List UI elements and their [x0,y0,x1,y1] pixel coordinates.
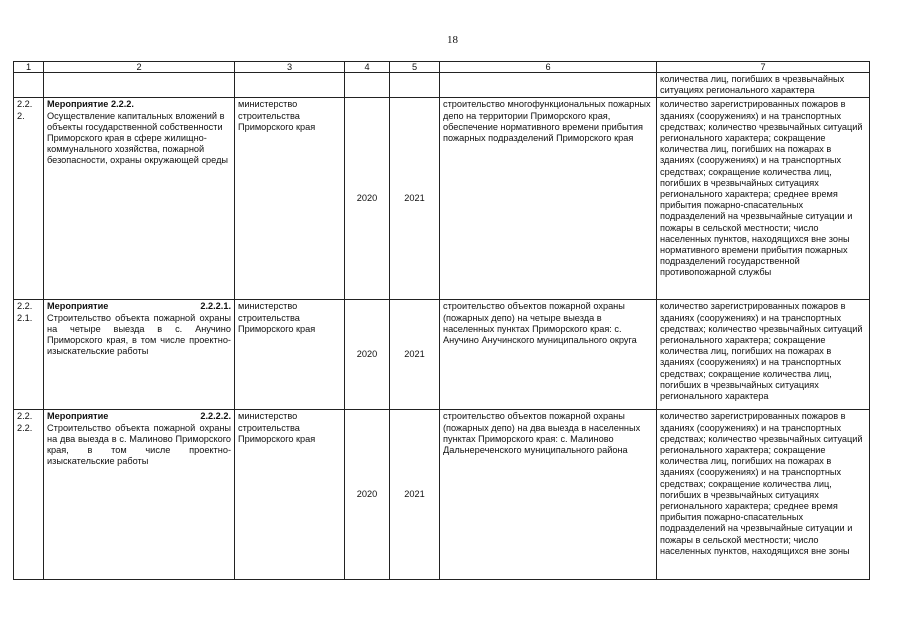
result-cell: строительство объектов пожарной охраны (пожарных депо) на два выезда в населенных пунктах Приморского края: с. Малиново Дальнереченского муниципального района [440,410,657,580]
indicators-cell: количество зарегистрированных пожаров в зданиях (сооружениях) и на транспортных средствах; количество чрезвычайных ситуаций регионального характера; сокращение количества лиц, погибших на пожарах в зданиях (сооружениях) и на транспортных средствах; сокращение количества лиц, погибших в чрезвычайных ситуациях регионального характера [657,300,870,410]
row-number: 2.2. 2.2. [14,410,44,580]
activity-description: Осуществление капитальных вложений в объекты государственной собственности Приморского края в сфере жилищно-коммунального хозяйства, пожарной безопасности, охраны окружающей среды [47,110,229,166]
activity-description: Строительство объекта пожарной охраны на два выезда в с. Малиново Приморского края, в том числе проектно-изыскательские работы [47,422,231,467]
executor-cell: министерство строительства Приморского края [235,98,345,300]
result-cell: строительство многофункциональных пожарных депо на территории Приморского края, обеспечение нормативного времени прибытия пожарных подразделений Приморского края [440,98,657,300]
activity-cell [44,98,235,300]
header-col-7: 7 [657,62,870,73]
start-year: 2020 [345,98,390,300]
end-year: 2021 [390,410,440,580]
table-row [14,98,870,300]
activity-description: Строительство объекта пожарной охраны на четыре выезда в с. Анучино Приморского края, в том числе проектно-изыскательские работы [47,312,231,357]
start-year: 2020 [345,410,390,580]
result-cell: строительство объектов пожарной охраны (пожарных депо) на четыре выезда в населенных пунктах Приморского края: с. Анучино Анучинского муниципального округа [440,300,657,410]
end-year: 2021 [390,98,440,300]
header-col-5: 5 [390,62,440,73]
header-col-3: 3 [235,62,345,73]
continuation-row [14,73,870,98]
activity-title: Мероприятие 2.2.2. [47,99,134,110]
row-number: 2.2. 2.1. [14,300,44,410]
program-table [13,61,870,580]
start-year: 2020 [345,300,390,410]
end-year: 2021 [390,300,440,410]
executor-cell: министерство строительства Приморского края [235,410,345,580]
header-col-1: 1 [14,62,44,73]
activity-cell [44,300,235,410]
row-number: 2.2. 2. [14,98,44,300]
activity-title: Мероприятие 2.2.2.1. [47,301,231,312]
page-number: 18 [447,34,458,46]
header-col-4: 4 [345,62,390,73]
table-row [14,410,870,580]
executor-cell: министерство строительства Приморского края [235,300,345,410]
indicators-cell: количество зарегистрированных пожаров в зданиях (сооружениях) и на транспортных средствах; количество чрезвычайных ситуаций регионального характера; сокращение количества лиц, погибших на пожарах в зданиях (сооружениях) и на транспортных средствах; сокращение количества лиц, погибших в чрезвычайных ситуациях регионального характера; среднее время прибытия пожарно-спасательных подразделений на чрезвычайные ситуации и пожары в сельской местности; число населенных пунктов, находящихся вне зоны [657,410,870,580]
header-col-6: 6 [440,62,657,73]
continuation-indicators: количества лиц, погибших в чрезвычайных ситуациях регионального характера [657,73,870,98]
indicators-cell: количество зарегистрированных пожаров в зданиях (сооружениях) и на транспортных средствах; количество чрезвычайных ситуаций регионального характера; сокращение количества лиц, погибших на пожарах в зданиях (сооружениях) и на транспортных средствах; сокращение количества лиц, погибших в чрезвычайных ситуациях регионального характера; среднее время прибытия пожарно-спасательных подразделений на чрезвычайные ситуации и пожары в сельской местности; число населенных пунктов, находящихся вне зоны нормативного времени прибытия пожарных подразделений государственной противопожарной службы [657,98,870,300]
table-row [14,300,870,410]
header-col-2: 2 [44,62,235,73]
activity-title: Мероприятие 2.2.2.2. [47,411,231,422]
activity-cell [44,410,235,580]
column-number-header [14,62,870,73]
